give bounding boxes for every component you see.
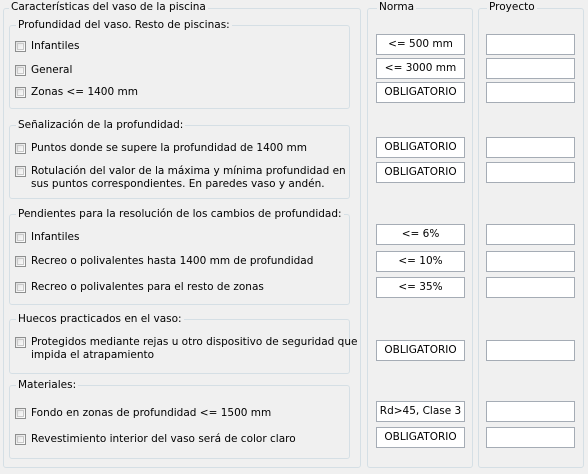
main-group-title: Características del vaso de la piscina [11,1,206,13]
norma-puntos-1400: OBLIGATORIO [376,137,465,158]
section-materiales-title: Materiales: [18,379,77,391]
checkbox-infantiles-pendientes[interactable] [15,232,26,243]
label-general: General [31,64,73,76]
label-rotulacion-line2: sus puntos correspondientes. En paredes vaso y andén. [31,178,325,190]
label-rotulacion-line1: Rotulación del valor de la máxima y mínima profundidad en [31,165,346,177]
label-recreo-resto: Recreo o polivalentes para el resto de zonas [31,281,264,293]
label-huecos-line2: impida el atrapamiento [31,349,155,361]
checkbox-general[interactable] [15,65,26,76]
section-pendientes-title: Pendientes para la resolución de los cambios de profundidad: [18,208,342,220]
label-infantiles-profundidad: Infantiles [31,40,80,52]
norma-general: <= 3000 mm [376,58,465,79]
norma-revestimiento: OBLIGATORIO [376,427,465,448]
checkbox-huecos-protegidos[interactable] [15,337,26,348]
section-profundidad-title: Profundidad del vaso. Resto de piscinas: [18,19,230,31]
checkbox-zonas-1400[interactable] [15,87,26,98]
label-revestimiento: Revestimiento interior del vaso será de color claro [31,433,296,445]
checkbox-fondo-1500[interactable] [15,408,26,419]
label-huecos-line1: Protegidos mediante rejas u otro dispositivo de seguridad que [31,336,358,348]
norma-huecos: OBLIGATORIO [376,340,465,361]
norma-infantiles-pendientes: <= 6% [376,224,465,245]
section-materiales [9,385,350,459]
norma-infantiles-profundidad: <= 500 mm [376,34,465,55]
section-senalizacion-title: Señalización de la profundidad: [18,119,184,131]
proyecto-group-title: Proyecto [489,1,535,13]
proyecto-general[interactable] [486,58,575,79]
norma-fondo-1500: Rd>45, Clase 3 [376,401,465,422]
checkbox-infantiles-profundidad[interactable] [15,41,26,52]
checkbox-revestimiento[interactable] [15,434,26,445]
checkbox-puntos-1400[interactable] [15,143,26,154]
section-huecos-title: Huecos practicados en el vaso: [18,313,182,325]
proyecto-huecos[interactable] [486,340,575,361]
proyecto-infantiles-pendientes[interactable] [486,224,575,245]
checkbox-recreo-hasta-1400[interactable] [15,256,26,267]
proyecto-zonas-1400[interactable] [486,82,575,103]
proyecto-puntos-1400[interactable] [486,137,575,158]
proyecto-infantiles-profundidad[interactable] [486,34,575,55]
checkbox-rotulacion[interactable] [15,166,26,177]
norma-recreo-resto: <= 35% [376,277,465,298]
label-puntos-1400: Puntos donde se supere la profundidad de 1400 mm [31,142,307,154]
label-infantiles-pendientes: Infantiles [31,231,80,243]
norma-zonas-1400: OBLIGATORIO [376,82,465,103]
label-zonas-1400: Zonas <= 1400 mm [31,86,138,98]
proyecto-recreo-hasta-1400[interactable] [486,251,575,272]
checkbox-recreo-resto[interactable] [15,282,26,293]
label-recreo-hasta-1400: Recreo o polivalentes hasta 1400 mm de profundidad [31,255,314,267]
proyecto-recreo-resto[interactable] [486,277,575,298]
label-fondo-1500: Fondo en zonas de profundidad <= 1500 mm [31,407,272,419]
proyecto-revestimiento[interactable] [486,427,575,448]
norma-group-title: Norma [379,1,415,13]
proyecto-rotulacion[interactable] [486,162,575,183]
norma-rotulacion: OBLIGATORIO [376,162,465,183]
proyecto-fondo-1500[interactable] [486,401,575,422]
norma-recreo-hasta-1400: <= 10% [376,251,465,272]
